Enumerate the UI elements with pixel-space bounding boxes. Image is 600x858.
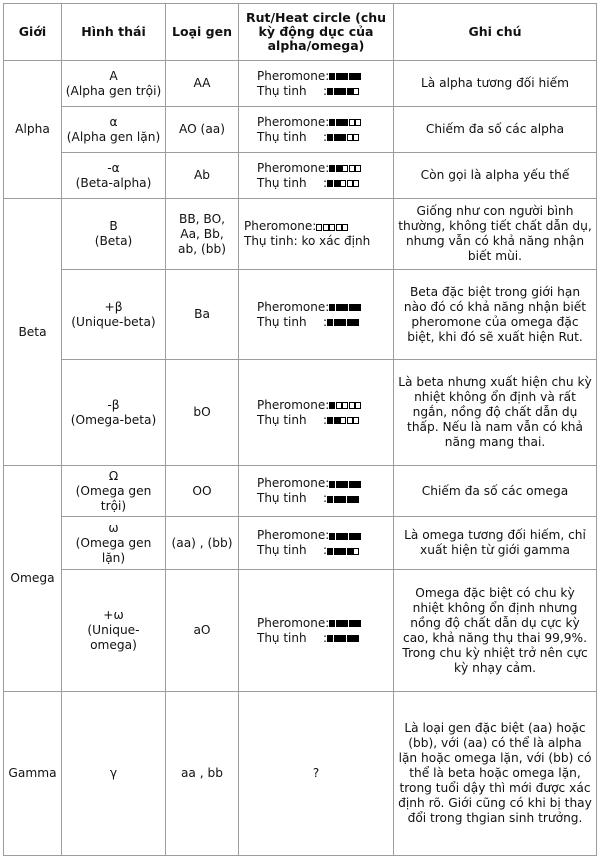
filled-square-icon [353,496,359,503]
hinh-thai-cell [62,570,166,692]
type-name: (Alpha gen trội) [65,83,162,98]
note-cell: Chiếm đa số các omega [394,466,597,517]
thu-tinh-label: Thụ tinh [257,175,307,190]
type-name: (Alpha gen lặn) [66,129,161,144]
filled-square-icon [327,319,333,326]
empty-square-icon [340,417,346,424]
header-gioi: Giới [4,4,62,61]
empty-square-icon [347,417,353,424]
table-row [4,517,597,570]
rut-cell [239,360,394,466]
filled-square-icon [340,496,346,503]
thu-tinh-colon: : [323,83,328,98]
thu-tinh-rating [327,84,360,98]
filled-square-icon [342,533,348,540]
filled-square-icon [327,180,333,187]
filled-square-icon [349,304,355,311]
type-name: (Omega gen trội) [75,483,152,513]
note-cell: Là omega tương đối hiếm, chỉ xuất hiện từ giới gamma [394,517,597,570]
table-row [4,466,597,517]
empty-square-icon [355,165,361,172]
thu-tinh-colon: : [323,630,328,645]
pheromone-rating [329,616,362,630]
filled-square-icon [329,402,335,409]
note-cell: Chiếm đa số các alpha [394,107,597,153]
filled-square-icon [355,620,361,627]
empty-square-icon [353,88,359,95]
hinh-thai-cell [62,270,166,360]
thu-tinh-label: Thụ tinh [257,129,307,144]
filled-square-icon [329,119,335,126]
pheromone-rating [329,398,362,412]
empty-square-icon [349,119,355,126]
filled-square-icon [334,180,340,187]
empty-square-icon [347,134,353,141]
filled-square-icon [336,119,342,126]
pheromone-label: Pheromone: [257,615,330,630]
filled-square-icon [340,319,346,326]
gen-cell: OO [166,466,239,517]
gen-cell: aO [166,570,239,692]
filled-square-icon [340,548,346,555]
header-hinh-thai: Hình thái [62,4,166,61]
filled-square-icon [340,134,346,141]
thu-tinh-text: Thụ tinh: ko xác định [244,234,371,248]
filled-square-icon [347,496,353,503]
pheromone-label: Pheromone: [257,476,330,490]
filled-square-icon [342,304,348,311]
symbol: Ω [108,468,119,483]
hinh-thai-cell [62,517,166,570]
note-cell: Là loại gen đặc biệt (aa) hoặc (bb), với (aa) có thể là alpha lặn hoặc omega lặn, với (bb) có thể là beta hoặc omega lặn, trong tuổi dậy thì mới được xác định rõ. Giới cũng có khi bị thay đổi trong thgian sinh trưởng. [394,692,597,856]
filled-square-icon [329,73,335,80]
table-row [4,570,597,692]
filled-square-icon [347,548,353,555]
note-cell: Còn gọi là alpha yếu thế [394,153,597,199]
thu-tinh-colon: : [323,129,328,144]
empty-square-icon [353,548,359,555]
thu-tinh-rating [327,315,360,329]
filled-square-icon [336,165,342,172]
table-row [4,360,597,466]
hinh-thai-cell [62,107,166,153]
note-cell: Là beta nhưng xuất hiện chu kỳ nhiệt không ổn định và rất ngắn, nồng độ chất dẫn dụ thấp. Nếu là nam vẫn có khả năng mang thai. [394,360,597,466]
empty-square-icon [355,119,361,126]
gen-cell: Ba [166,270,239,360]
type-name: (Omega gen lặn) [75,535,152,565]
filled-square-icon [355,481,361,488]
rut-cell [239,107,394,153]
filled-square-icon [329,304,335,311]
pheromone-label: Pheromone: [257,68,330,83]
thu-tinh-rating [327,491,360,505]
type-name: (Unique-beta) [71,314,156,329]
thu-tinh-colon: : [323,175,328,190]
thu-tinh-rating [327,631,360,645]
table-row [4,107,597,153]
symbol: -β [107,397,120,412]
filled-square-icon [349,73,355,80]
filled-square-icon [334,548,340,555]
empty-square-icon [336,224,342,231]
filled-square-icon [342,620,348,627]
gen-cell: bO [166,360,239,466]
rut-cell [239,270,394,360]
thu-tinh-rating [327,413,360,427]
filled-square-icon [327,548,333,555]
symbol: ω [108,520,119,535]
pheromone-rating [329,528,362,542]
empty-square-icon [342,402,348,409]
empty-square-icon [353,180,359,187]
gen-cell: Ab [166,153,239,199]
filled-square-icon [334,417,340,424]
header-row [4,4,597,61]
thu-tinh-label: Thụ tinh [257,314,307,329]
filled-square-icon [336,620,342,627]
thu-tinh-colon: : [323,314,328,329]
filled-square-icon [336,533,342,540]
filled-square-icon [342,481,348,488]
filled-square-icon [336,73,342,80]
hinh-thai-cell [62,61,166,107]
thu-tinh-rating [327,176,360,190]
filled-square-icon [355,73,361,80]
pheromone-label: Pheromone: [257,160,330,175]
hinh-thai-cell [62,360,166,466]
rut-cell [239,61,394,107]
thu-tinh-label: Thụ tinh [257,83,307,98]
filled-square-icon [334,319,340,326]
thu-tinh-rating [327,543,360,557]
rut-cell [239,517,394,570]
type-name: (Unique-omega) [87,623,140,652]
rut-cell [239,692,394,856]
rut-cell [239,153,394,199]
rut-unknown: ? [312,766,320,780]
filled-square-icon [336,304,342,311]
filled-square-icon [329,533,335,540]
group-cell-beta: Beta [4,199,62,466]
filled-square-icon [327,635,333,642]
filled-square-icon [334,496,340,503]
filled-square-icon [340,88,346,95]
note-cell: Omega đặc biệt có chu kỳ nhiệt không ổn định nhưng nồng độ chất dẫn dụ cực kỳ cao, khả năng thụ thai 99,9%. Trong chu kỳ nhiệt trở nên cực kỳ nhạy cảm. [394,570,597,692]
gen-cell: aa , bb [166,692,239,856]
empty-square-icon [323,224,329,231]
filled-square-icon [334,635,340,642]
pheromone-rating [316,219,349,233]
symbol: -α [107,160,120,175]
table-row [4,270,597,360]
filled-square-icon [353,319,359,326]
filled-square-icon [347,88,353,95]
gen-cell: AO (aa) [166,107,239,153]
symbol: +ω [103,608,124,622]
filled-square-icon [347,319,353,326]
rut-cell [239,570,394,692]
pheromone-rating [329,161,362,175]
type-name: (Omega-beta) [70,412,157,427]
table-row [4,692,597,856]
gen-cell: AA [166,61,239,107]
empty-square-icon [353,417,359,424]
table-row [4,199,597,270]
filled-square-icon [342,73,348,80]
filled-square-icon [329,620,335,627]
group-cell-alpha: Alpha [4,61,62,199]
thu-tinh-label: Thụ tinh [257,543,307,557]
filled-square-icon [334,88,340,95]
symbol: α [109,114,118,129]
group-cell-gamma: Gamma [4,692,62,856]
thu-tinh-label: Thụ tinh [257,491,307,505]
pheromone-rating [329,300,362,314]
thu-tinh-colon: : [323,491,328,505]
rut-cell [239,466,394,517]
empty-square-icon [355,402,361,409]
type-name: (Beta-alpha) [75,175,152,190]
header-loai-gen: Loại gen [166,4,239,61]
gen-cell: BB, BO, Aa, Bb, ab, (bb) [166,199,239,270]
filled-square-icon [349,620,355,627]
filled-square-icon [327,496,333,503]
empty-square-icon [353,134,359,141]
pheromone-rating [329,115,362,129]
empty-square-icon [342,165,348,172]
hinh-thai-cell [62,466,166,517]
thu-tinh-rating [327,130,360,144]
table-row [4,153,597,199]
filled-square-icon [347,635,353,642]
thu-tinh-label: Thụ tinh [257,630,307,645]
filled-square-icon [334,134,340,141]
filled-square-icon [327,134,333,141]
filled-square-icon [349,481,355,488]
rut-cell [239,199,394,270]
hinh-thai-cell [62,199,166,270]
empty-square-icon [336,402,342,409]
pheromone-rating [329,476,362,490]
symbol: +β [104,299,123,314]
empty-square-icon [349,402,355,409]
group-cell-omega: Omega [4,466,62,692]
pheromone-label: Pheromone: [257,397,330,412]
filled-square-icon [329,165,335,172]
pheromone-label: Pheromone: [257,299,330,314]
empty-square-icon [340,180,346,187]
empty-square-icon [316,224,322,231]
note-cell: Beta đặc biệt trong giới hạn nào đó có khả năng nhận biết pheromone của omega đặc biệt, khi đó sẽ xuất hiện Rut. [394,270,597,360]
filled-square-icon [327,88,333,95]
pheromone-label: Pheromone: [257,528,330,542]
filled-square-icon [353,635,359,642]
header-rut: Rut/Heat circle (chu kỳ động dục của alpha/omega) [239,4,394,61]
empty-square-icon [342,224,348,231]
symbol: γ [109,766,118,780]
pheromone-label: Pheromone: [244,219,317,233]
filled-square-icon [355,533,361,540]
symbol: B [109,219,118,233]
type-name: (Beta) [94,234,133,248]
header-ghi-chu: Ghi chú [394,4,597,61]
thu-tinh-label: Thụ tinh [257,412,307,427]
filled-square-icon [349,533,355,540]
symbol: A [109,68,118,83]
filled-square-icon [329,481,335,488]
empty-square-icon [347,180,353,187]
gen-cell: (aa) , (bb) [166,517,239,570]
filled-square-icon [327,417,333,424]
thu-tinh-colon: : [323,543,328,557]
filled-square-icon [355,304,361,311]
filled-square-icon [336,481,342,488]
pheromone-rating [329,69,362,83]
hinh-thai-cell [62,153,166,199]
empty-square-icon [349,165,355,172]
empty-square-icon [329,224,335,231]
hinh-thai-cell [62,692,166,856]
note-cell: Giống như con người bình thường, không tiết chất dẫn dụ, nhưng vẫn có khả năng nhận biết mùi. [394,199,597,270]
filled-square-icon [342,119,348,126]
thu-tinh-colon: : [323,412,328,427]
pheromone-label: Pheromone: [257,114,330,129]
filled-square-icon [340,635,346,642]
table-row [4,61,597,107]
gender-table [3,3,597,856]
note-cell: Là alpha tương đối hiếm [394,61,597,107]
